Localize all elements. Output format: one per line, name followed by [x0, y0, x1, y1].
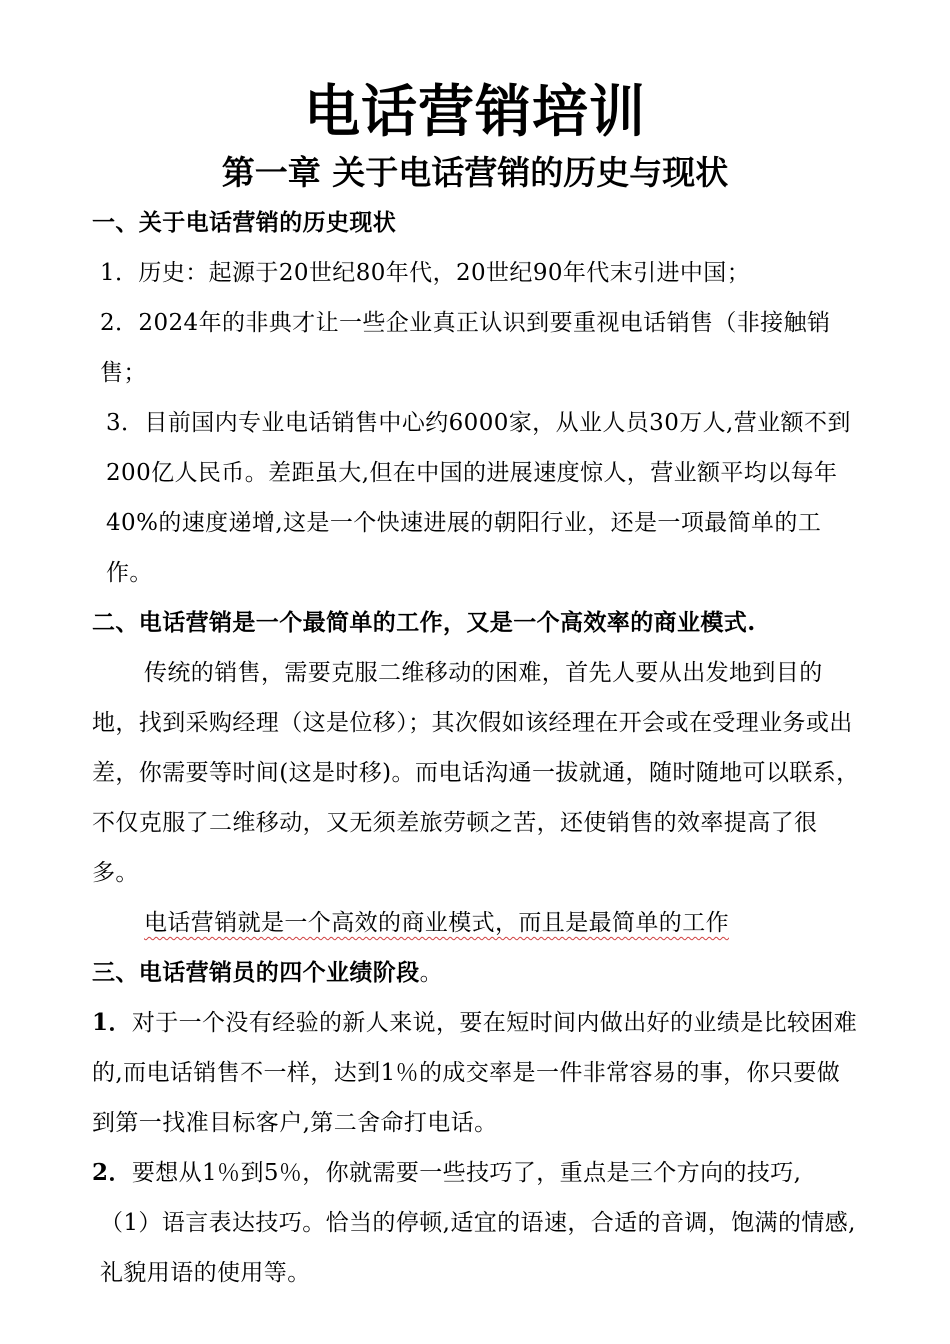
paragraph-efficient-model	[92, 898, 862, 948]
list-item-stage-2: 2．要想从1％到5％，你就需要一些技巧了，重点是三个方向的技巧,	[92, 1159, 802, 1186]
spellcheck-underlined-text: 电话营销就是一个高效的商业模式，而且是最简单的工作	[144, 910, 729, 936]
list-item-market: 3．目前国内专业电话销售中心约6000家，从业人员30万人,营业额不到200亿人民币。差距虽大,但在中国的进展速度惊人，营业额平均以每年40%的速度递增,这是一个快速进展的朝阳行业，还是一项最简单的工作。	[106, 410, 851, 586]
section-heading-1: 一、关于电话营销的历史现状	[92, 209, 397, 236]
list-item-sars: 2．2024年的非典才让一些企业真正认识到要重视电话销售（非接触销售；	[100, 310, 831, 386]
paragraph-traditional-sales: 传统的销售，需要克服二维移动的困难，首先人要从出发地到目的地，找到采购经理（这是位移）；其次假如该经理在开会或在受理业务或出差，你需要等时间(这是时移)。而电话沟通一拔就通，随时随地可以联系，不仅克服了二维移动，又无须差旅劳顿之苦，还使销售的效率提高了很多。	[92, 660, 860, 886]
sub-item-language-skills: （1）语言表达技巧。恰当的停顿,适宜的语速，合适的音调，饱满的情感,礼貌用语的使用等。	[100, 1210, 856, 1286]
list-item-history: 1．历史：起源于20世纪80年代，20世纪90年代末引进中国；	[100, 260, 751, 286]
section-heading-2: 二、电话营销是一个最简单的工作，又是一个高效率的商业模式.	[92, 609, 756, 636]
chapter-heading: 第一章 关于电话营销的历史与现状	[221, 153, 729, 192]
list-item-stage-1: 1．对于一个没有经验的新人来说，要在短时间内做出好的业绩是比较困难的,而电话销售不一样，达到1％的成交率是一件非常容易的事，你只要做到第一找准目标客户,第二舍命打电话。	[92, 1009, 858, 1136]
section-heading-3: 三、电话营销员的四个业绩阶段。	[92, 959, 444, 986]
document-title: 电话营销培训	[304, 80, 646, 145]
document-body	[92, 198, 862, 1298]
